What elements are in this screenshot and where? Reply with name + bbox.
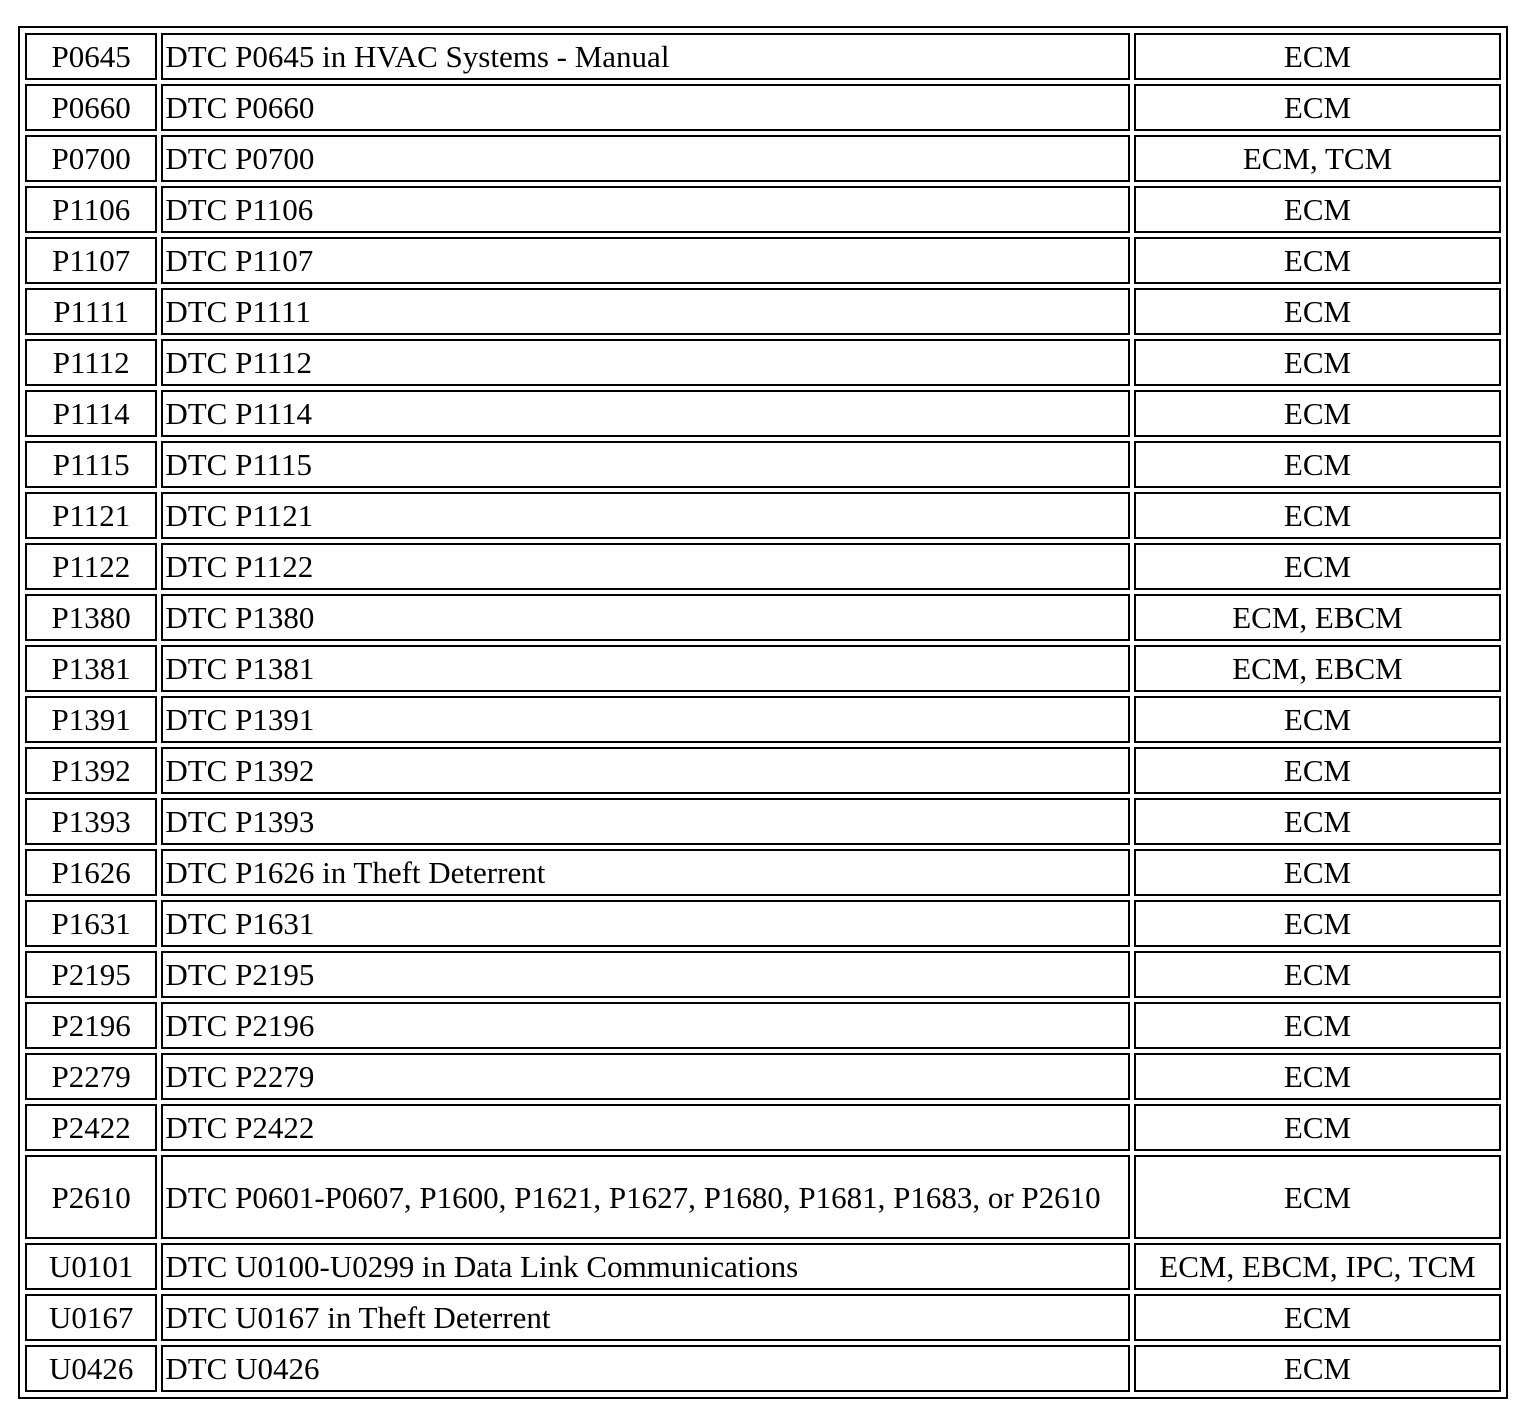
table-row [25,186,1501,233]
dtc-description-link[interactable]: DTC P2279 [161,1053,1130,1100]
dtc-description-link[interactable]: DTC P0660 [161,84,1130,131]
dtc-description-link[interactable]: DTC P1626 in Theft Deterrent [161,849,1130,896]
dtc-code: P2610 [25,1155,157,1239]
dtc-code: U0101 [25,1243,157,1290]
table-row [25,849,1501,896]
dtc-code: U0167 [25,1294,157,1341]
dtc-description-link[interactable]: DTC P1393 [161,798,1130,845]
table-row [25,135,1501,182]
dtc-code: P1626 [25,849,157,896]
table-row [25,951,1501,998]
dtc-modules: ECM [1134,798,1501,845]
table-row [25,1053,1501,1100]
dtc-code: P1122 [25,543,157,590]
dtc-table [21,29,1505,1396]
dtc-description-link[interactable]: DTC P1114 [161,390,1130,437]
dtc-description-link[interactable]: DTC P0601-P0607, P1600, P1621, P1627, P1680, P1681, P1683, or P2610 [161,1155,1130,1239]
table-row [25,288,1501,335]
dtc-code: P1114 [25,390,157,437]
dtc-code: P2195 [25,951,157,998]
table-row [25,237,1501,284]
dtc-description-link[interactable]: DTC P1112 [161,339,1130,386]
dtc-code: P0645 [25,33,157,80]
table-row [25,84,1501,131]
dtc-modules: ECM [1134,186,1501,233]
table-row [25,33,1501,80]
dtc-modules: ECM [1134,951,1501,998]
dtc-code: P1381 [25,645,157,692]
dtc-modules: ECM [1134,696,1501,743]
dtc-modules: ECM [1134,900,1501,947]
dtc-code: P1391 [25,696,157,743]
dtc-description-link[interactable]: DTC U0426 [161,1345,1130,1392]
table-row [25,1104,1501,1151]
dtc-modules: ECM [1134,492,1501,539]
dtc-code: P1111 [25,288,157,335]
dtc-description-link[interactable]: DTC P1115 [161,441,1130,488]
dtc-modules: ECM [1134,1294,1501,1341]
table-row [25,492,1501,539]
dtc-modules: ECM [1134,1002,1501,1049]
dtc-code: P1112 [25,339,157,386]
dtc-description-link[interactable]: DTC P1380 [161,594,1130,641]
dtc-modules: ECM, EBCM, IPC, TCM [1134,1243,1501,1290]
table-row [25,798,1501,845]
dtc-code: U0426 [25,1345,157,1392]
dtc-table-body [25,33,1501,1392]
dtc-description-link[interactable]: DTC P0700 [161,135,1130,182]
dtc-code: P2196 [25,1002,157,1049]
dtc-modules: ECM, EBCM [1134,645,1501,692]
dtc-description-link[interactable]: DTC U0167 in Theft Deterrent [161,1294,1130,1341]
table-row [25,900,1501,947]
dtc-description-link[interactable]: DTC P1121 [161,492,1130,539]
dtc-modules: ECM [1134,1155,1501,1239]
table-row [25,1155,1501,1239]
table-row [25,594,1501,641]
dtc-description-link[interactable]: DTC P1392 [161,747,1130,794]
dtc-code: P1115 [25,441,157,488]
dtc-description-link[interactable]: DTC P2195 [161,951,1130,998]
dtc-code: P0660 [25,84,157,131]
dtc-code: P1106 [25,186,157,233]
dtc-code: P2422 [25,1104,157,1151]
dtc-table-container [18,26,1508,1399]
dtc-code: P1107 [25,237,157,284]
dtc-modules: ECM [1134,390,1501,437]
dtc-code: P1393 [25,798,157,845]
dtc-modules: ECM, EBCM [1134,594,1501,641]
dtc-description-link[interactable]: DTC P2196 [161,1002,1130,1049]
table-row [25,390,1501,437]
dtc-description-link[interactable]: DTC U0100-U0299 in Data Link Communications [161,1243,1130,1290]
dtc-modules: ECM, TCM [1134,135,1501,182]
table-row [25,543,1501,590]
dtc-description-link[interactable]: DTC P1122 [161,543,1130,590]
dtc-description-link[interactable]: DTC P1107 [161,237,1130,284]
dtc-modules: ECM [1134,237,1501,284]
table-row [25,441,1501,488]
dtc-description-link[interactable]: DTC P0645 in HVAC Systems - Manual [161,33,1130,80]
dtc-code: P1392 [25,747,157,794]
dtc-description-link[interactable]: DTC P1631 [161,900,1130,947]
dtc-code: P1631 [25,900,157,947]
dtc-description-link[interactable]: DTC P1381 [161,645,1130,692]
table-row [25,1345,1501,1392]
dtc-modules: ECM [1134,849,1501,896]
dtc-modules: ECM [1134,543,1501,590]
dtc-description-link[interactable]: DTC P1391 [161,696,1130,743]
dtc-modules: ECM [1134,1053,1501,1100]
table-row [25,696,1501,743]
table-row [25,339,1501,386]
table-row [25,1294,1501,1341]
dtc-modules: ECM [1134,747,1501,794]
dtc-description-link[interactable]: DTC P2422 [161,1104,1130,1151]
dtc-modules: ECM [1134,1345,1501,1392]
table-row [25,747,1501,794]
dtc-code: P2279 [25,1053,157,1100]
table-row [25,1243,1501,1290]
dtc-description-link[interactable]: DTC P1111 [161,288,1130,335]
dtc-modules: ECM [1134,441,1501,488]
dtc-modules: ECM [1134,339,1501,386]
dtc-modules: ECM [1134,1104,1501,1151]
dtc-code: P1380 [25,594,157,641]
dtc-code: P0700 [25,135,157,182]
dtc-code: P1121 [25,492,157,539]
dtc-modules: ECM [1134,288,1501,335]
dtc-modules: ECM [1134,33,1501,80]
table-row [25,645,1501,692]
dtc-modules: ECM [1134,84,1501,131]
table-row [25,1002,1501,1049]
dtc-description-link[interactable]: DTC P1106 [161,186,1130,233]
